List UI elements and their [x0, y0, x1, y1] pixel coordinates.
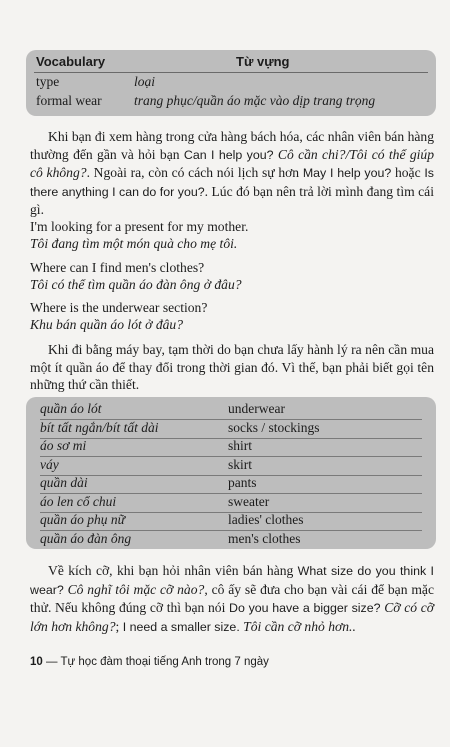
para3-translation: Cỡ có cỡ lớn hơn không?: [30, 600, 434, 634]
para1-question: Is there anything I can do for you?: [30, 166, 434, 199]
page-number: 10: [30, 656, 43, 668]
clothes-table: [26, 397, 436, 549]
size-paragraph: [30, 562, 434, 636]
vocabulary-row: [36, 74, 428, 92]
vocabulary-header: [36, 54, 426, 71]
vocabulary-row: [36, 93, 428, 111]
vocabulary-header-en: Vocabulary: [36, 54, 106, 69]
table-row: [40, 475, 422, 494]
table-row: [40, 494, 422, 513]
para1-translation: Cô cần chi?/Tôi có thể giúp cô không?: [30, 146, 435, 181]
clothes-vietnamese: quần áo phụ nữ: [40, 512, 125, 527]
clothes-vietnamese: áo len cổ chui: [40, 493, 117, 509]
para3-text: Về kích cỡ, khi bạn hỏi nhân viên bán hàng: [48, 563, 298, 578]
table-row: [40, 457, 422, 476]
para3-question: What size do you think I wear?: [30, 564, 434, 597]
vocabulary-header-vi: Từ vựng: [236, 54, 290, 69]
vocabulary-meaning: loại: [134, 74, 156, 89]
book-title: — Tự học đàm thoại tiếng Anh trong 7 ngày: [46, 656, 269, 668]
phrase-vietnamese: Khu bán quần áo lót ở đâu?: [30, 317, 184, 332]
table-row: [40, 531, 422, 549]
vocabulary-word: type: [36, 74, 60, 89]
example-phrase: [30, 259, 430, 293]
clothes-vietnamese: áo sơ mi: [40, 438, 87, 453]
vocabulary-word: formal wear: [36, 93, 102, 108]
clothes-english: socks / stockings: [228, 419, 320, 435]
para1-text: hoặc: [391, 165, 425, 181]
para1-question: Can I help you?: [183, 147, 274, 162]
clothes-english: shirt: [228, 438, 253, 453]
clothes-english: ladies' clothes: [228, 512, 304, 527]
clothes-vietnamese: quần áo đàn ông: [40, 530, 132, 546]
airplane-paragraph: [30, 341, 434, 394]
clothes-vietnamese: váy: [40, 456, 59, 472]
table-row: [40, 512, 422, 531]
intro-paragraph: [30, 128, 434, 219]
para3-translation: Cô nghĩ tôi mặc cỡ nào?: [67, 581, 205, 597]
para1-text: Khi bạn đi xem hàng trong cửa hàng bách hóa, các nhân viên bán hàng thường đến gần và hỏi bạn: [30, 129, 434, 162]
clothes-english: pants: [228, 475, 257, 490]
para3-text: ;: [115, 618, 123, 634]
para1-text: . Ngoài ra, còn có cách nói lịch sự hơn: [86, 165, 303, 181]
table-row: [40, 401, 422, 420]
table-row: [40, 438, 422, 457]
example-phrase: [30, 218, 430, 252]
vocabulary-divider: [34, 72, 428, 73]
phrase-vietnamese: Tôi có thể tìm quần áo đàn ông ở đâu?: [30, 277, 242, 292]
clothes-vietnamese: quần áo lót: [40, 401, 102, 416]
clothes-vietnamese: bít tất ngắn/bít tất dài: [40, 419, 159, 435]
para3-translation: Tôi cần cỡ nhỏ hơn..: [243, 618, 356, 634]
para1-question: May I help you?: [302, 166, 392, 181]
para2-text: Khi đi bằng máy bay, tạm thời do bạn chưa lấy hành lý ra nên cần mua một ít quần áo để thay đổi trong thời gian đó. Vì thế, bạn phải biết gọi tên những thứ cần thiết.: [30, 342, 434, 393]
clothes-english: skirt: [228, 456, 253, 472]
phrase-english: Where is the underwear section?: [30, 300, 208, 315]
clothes-english: men's clothes: [228, 530, 301, 546]
table-row: [40, 420, 422, 439]
clothes-english: sweater: [228, 493, 270, 509]
vocabulary-meaning: trang phục/quần áo mặc vào dịp trang trọng: [134, 93, 376, 108]
para3-question: I need a smaller size.: [122, 619, 240, 634]
vocabulary-box: [26, 50, 436, 116]
page-footer: [30, 656, 269, 668]
clothes-vietnamese: quần dài: [40, 475, 88, 490]
phrase-english: I'm looking for a present for my mother.: [30, 219, 249, 234]
phrase-vietnamese: Tôi đang tìm một món quà cho mẹ tôi.: [30, 236, 238, 251]
clothes-english: underwear: [228, 401, 285, 416]
para3-question: Do you have a bigger size?: [229, 601, 381, 616]
para3-text: , cô ấy sẽ đưa cho bạn vài cái để bạn mặc thử. Nếu không đúng cỡ thì bạn nói: [30, 581, 434, 616]
phrase-english: Where can I find men's clothes?: [30, 260, 205, 275]
example-phrase: [30, 299, 430, 333]
para1-text: . Lúc đó bạn nên trả lời mình đang tìm cái gì.: [30, 183, 434, 218]
